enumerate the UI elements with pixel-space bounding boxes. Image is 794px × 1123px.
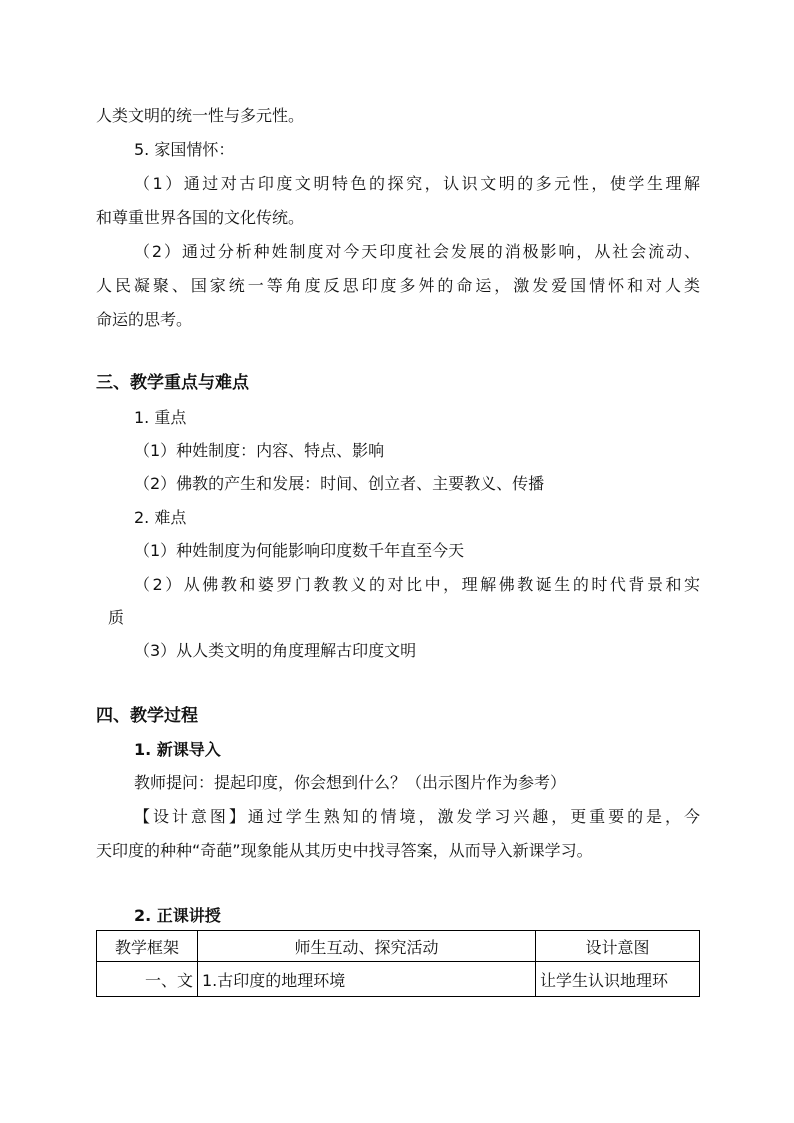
table-header-cell: 教学框架 bbox=[97, 931, 198, 962]
table-cell: 1.古印度的地理环境 bbox=[198, 962, 536, 997]
table-row bbox=[97, 962, 700, 997]
design-intent-line-2: 天印度的种种“奇葩”现象能从其历史中找寻答案，从而导入新课学习。 bbox=[96, 841, 593, 860]
teaching-framework-table bbox=[96, 930, 700, 997]
item-5-2-line-3: 命运的思考。 bbox=[96, 310, 193, 329]
item-5-1-line-2: 和尊重世界各国的文化传统。 bbox=[96, 208, 305, 227]
table-header-cell: 师生互动、探究活动 bbox=[198, 931, 536, 962]
item-5-2-line-1: （2）通过分析种姓制度对今天印度社会发展的消极影响，从社会流动、 bbox=[134, 242, 700, 261]
difficulty-1: （1）种姓制度为何能影响印度数千年直至今天 bbox=[134, 541, 465, 560]
difficulty-2-line-2: 质 bbox=[108, 608, 125, 627]
design-intent-line-1: 【设计意图】通过学生熟知的情境，激发学习兴趣，更重要的是，今 bbox=[134, 807, 700, 826]
section-four-heading: 四、教学过程 bbox=[96, 706, 198, 726]
item-5-1-line-1: （1）通过对古印度文明特色的探究，认识文明的多元性，使学生理解 bbox=[134, 174, 700, 193]
section-three-heading: 三、教学重点与难点 bbox=[96, 373, 249, 393]
table-cell: 让学生认识地理环 bbox=[536, 962, 700, 997]
key-point-1: （1）种姓制度：内容、特点、影响 bbox=[134, 441, 385, 460]
difficulty-title: 2. 难点 bbox=[134, 508, 187, 527]
difficulty-3: （3）从人类文明的角度理解古印度文明 bbox=[134, 641, 417, 660]
key-points-title: 1. 重点 bbox=[134, 408, 187, 427]
lecture-title: 2. 正课讲授 bbox=[134, 906, 221, 925]
item-5-title: 5. 家国情怀： bbox=[134, 140, 235, 159]
new-lesson-intro-title: 1. 新课导入 bbox=[134, 740, 221, 759]
table-header-cell: 设计意图 bbox=[536, 931, 700, 962]
difficulty-2-line-1: （2）从佛教和婆罗门教教义的对比中，理解佛教诞生的时代背景和实 bbox=[134, 575, 700, 594]
table-cell: 一、文 bbox=[97, 962, 198, 997]
paragraph-unity-diversity: 人类文明的统一性与多元性。 bbox=[96, 106, 305, 125]
item-5-2-line-2: 人民凝聚、国家统一等角度反思印度多舛的命运，激发爱国情怀和对人类 bbox=[96, 276, 700, 295]
key-point-2: （2）佛教的产生和发展：时间、创立者、主要教义、传播 bbox=[134, 474, 545, 493]
table-header-row bbox=[97, 931, 700, 962]
teacher-question: 教师提问：提起印度，你会想到什么？（出示图片作为参考） bbox=[134, 773, 567, 792]
